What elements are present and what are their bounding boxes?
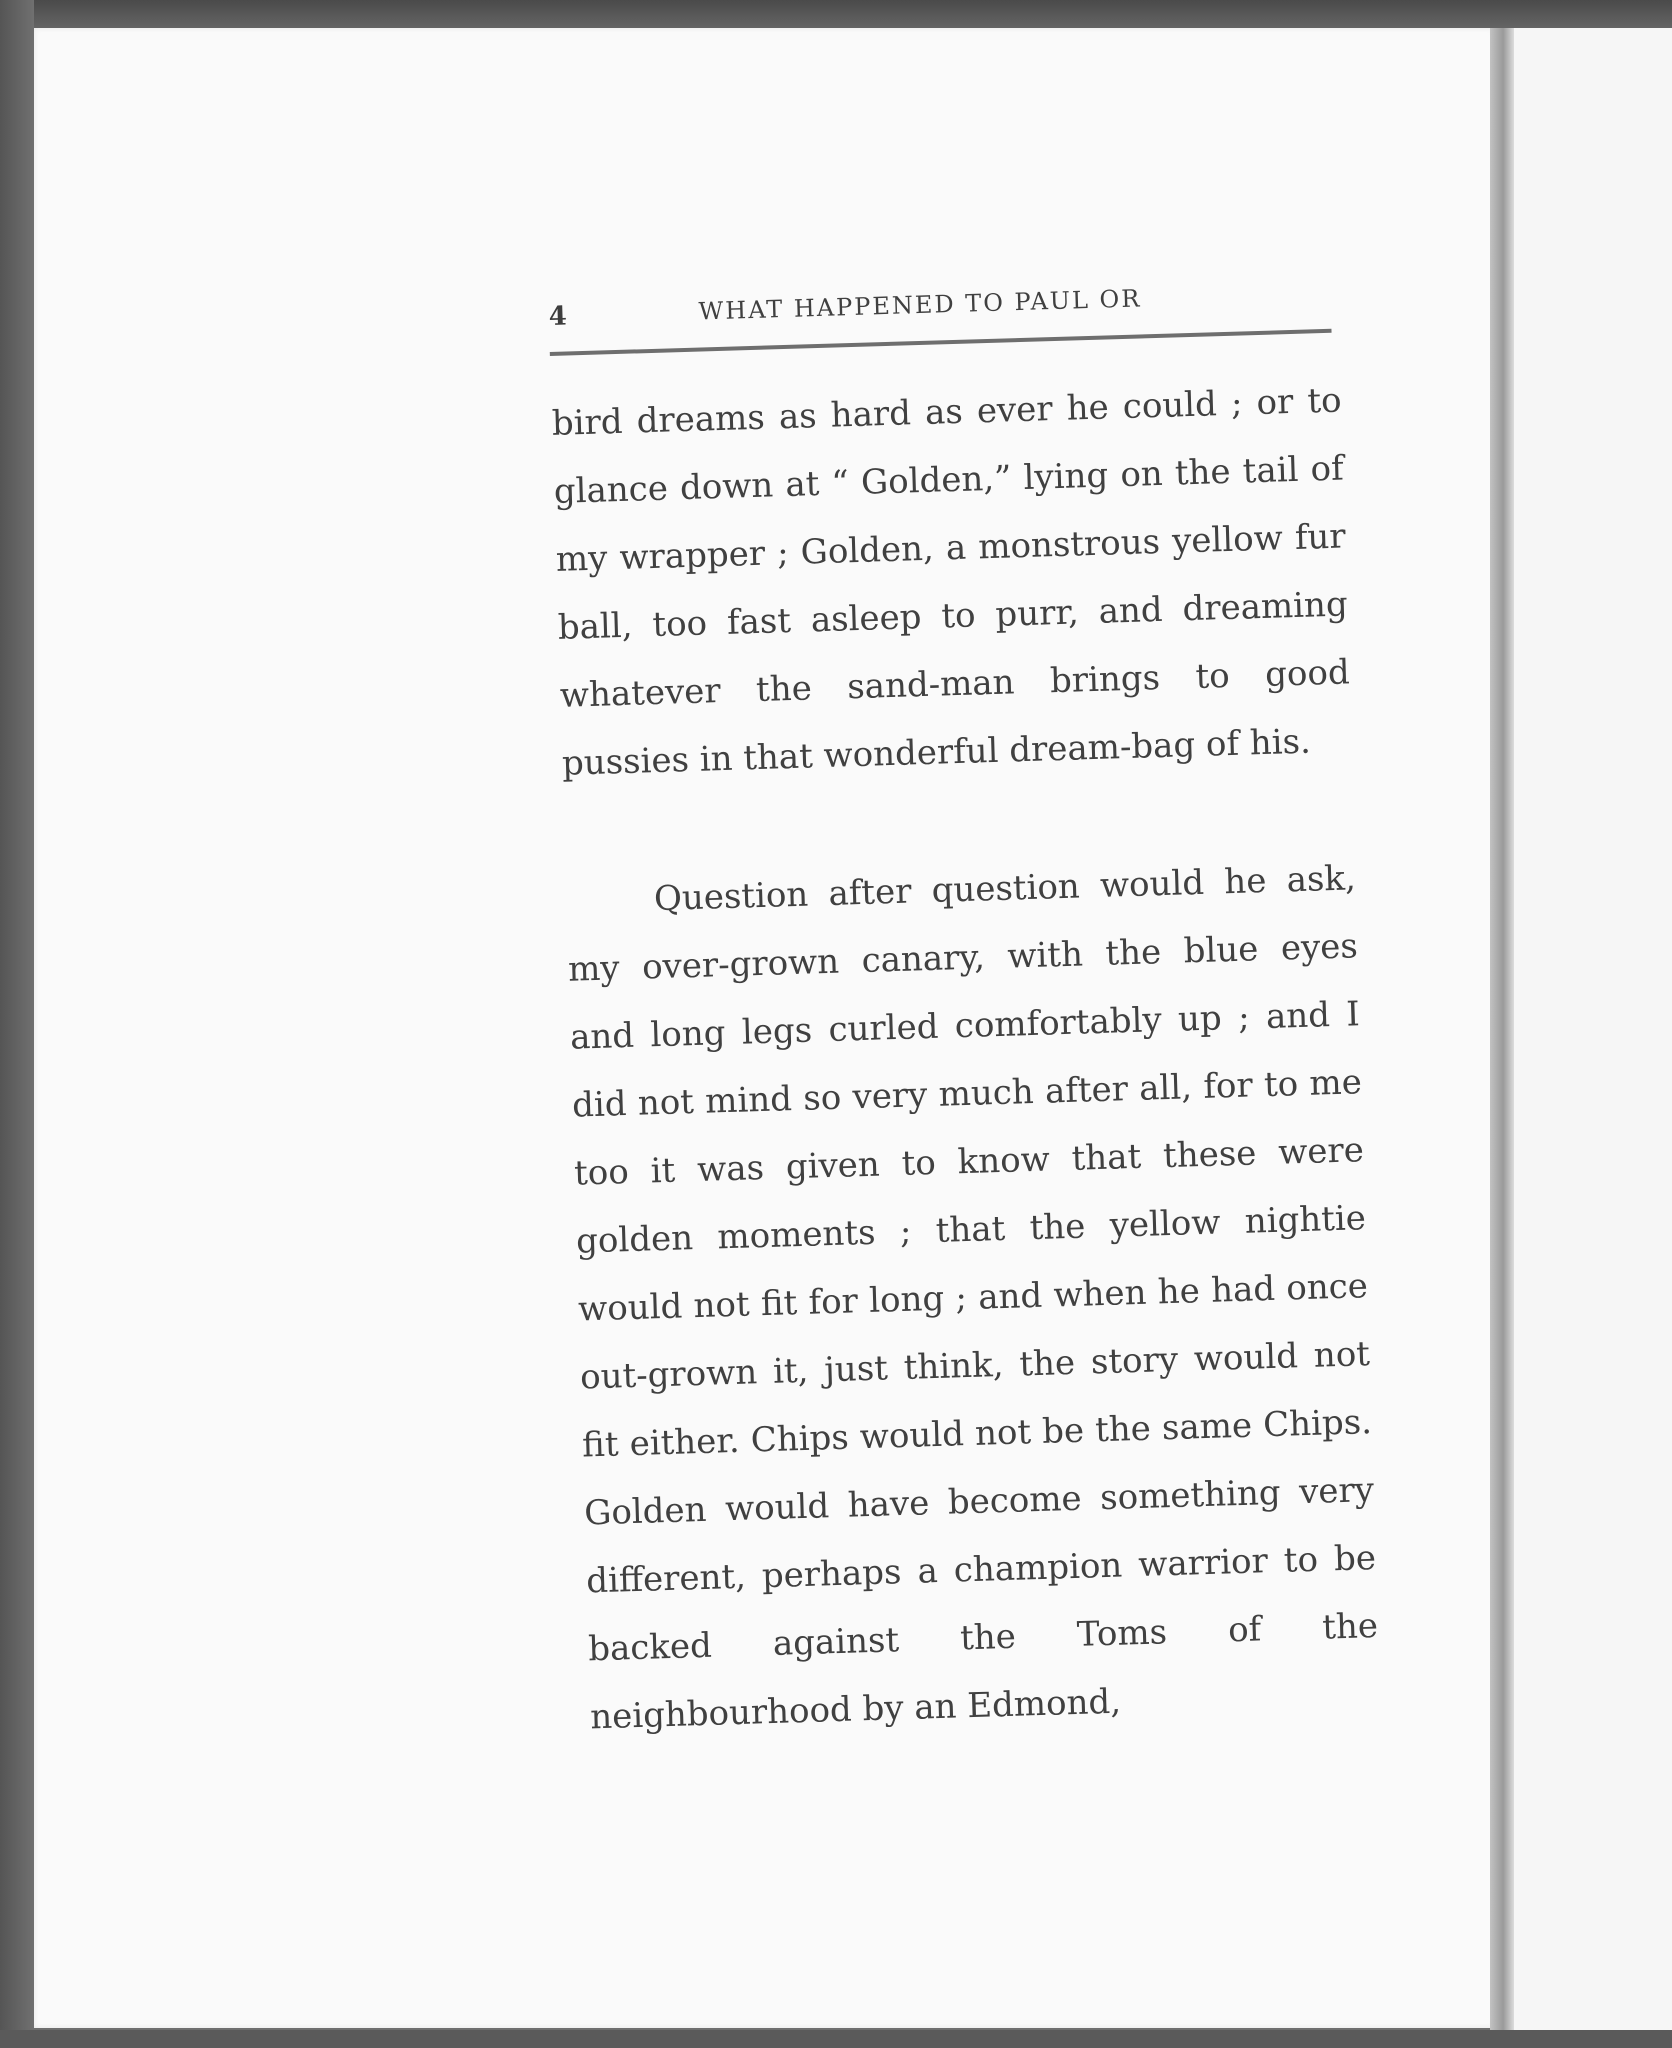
page-text-block — [548, 269, 1381, 1752]
adjacent-page — [1514, 28, 1672, 2048]
paragraph-2: Question after question would he ask, my over-grown canary, with the blue eyes and long legs curled comfortably up ; and I did not mind so very much after all, for to me too it was given to know that these were golden moments ; that the yellow nightie would not fit for long ; and when he had once out-grown it, just think, the story would not fit either. Chips would not be the same Chips. Golden would have become something very different, perhaps a champion warrior to be backed against the Toms of the neighbourhood by an Edmond, — [567, 858, 1379, 1738]
page-number: 4 — [548, 301, 568, 332]
running-head-title: WHAT HAPPENED TO PAUL OR — [698, 284, 1142, 326]
paragraph-1: bird dreams as hard as ever he could ; or to glance down at “ Golden,” lying on the tail of my wrapper ; Golden, a monstrous yellow fur ball, too fast asleep to purr, and dreaming whatever the sand-man brings to good pussies in that wonderful dream-bag of his. — [551, 380, 1351, 784]
scan-bottom-border — [0, 2030, 1672, 2048]
scan-left-border — [0, 0, 34, 2048]
page-fold-shadow — [1490, 28, 1514, 2038]
